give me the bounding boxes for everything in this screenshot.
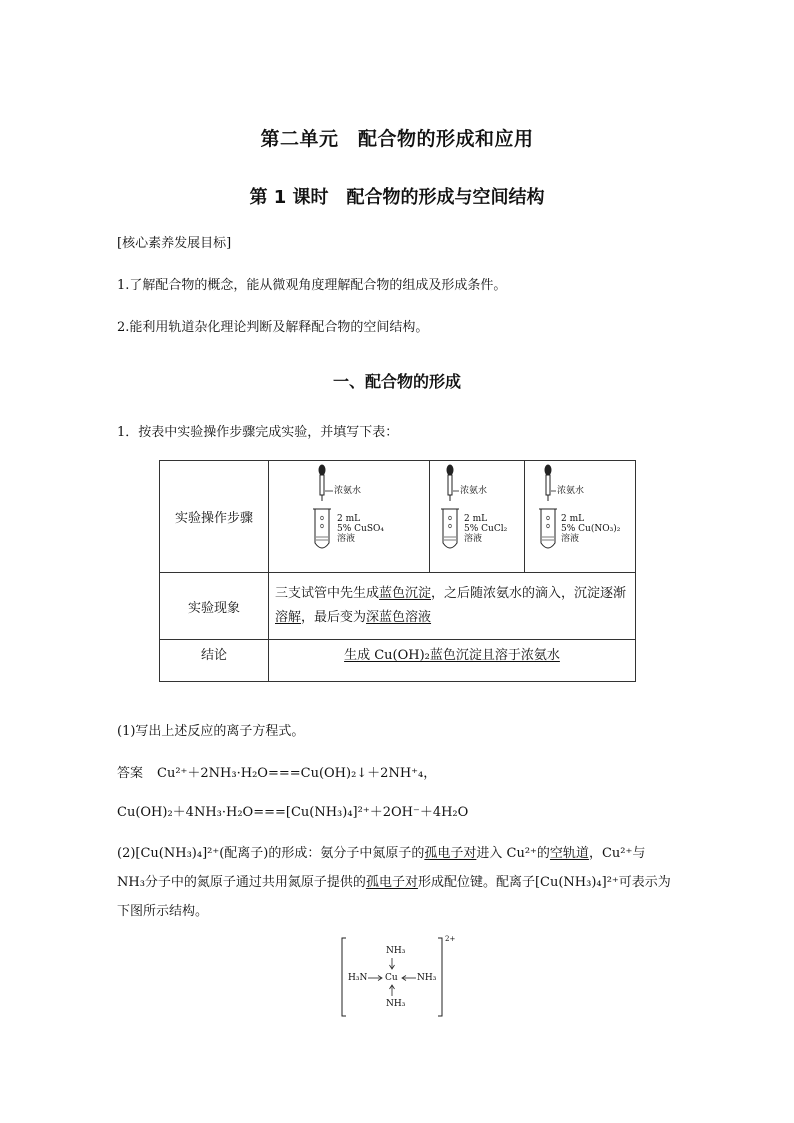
experiment-table <box>159 460 636 682</box>
coordination-structure <box>340 936 460 1020</box>
figure-cell-1 <box>269 461 430 573</box>
reagent-label: 浓氨水 <box>460 486 488 496</box>
ligand-right: NH₃ <box>417 973 437 983</box>
goals-header: [核心素养发展目标] <box>117 236 232 251</box>
central-atom: Cu <box>385 973 398 983</box>
row-label-conclusion: 结论 <box>160 640 269 682</box>
reagent-label: 浓氨水 <box>557 486 585 496</box>
figure-cell-2 <box>430 461 525 573</box>
reagent-label: 浓氨水 <box>334 486 362 496</box>
question-1: (1)写出上述反应的离子方程式。 <box>117 724 305 739</box>
equation-2: Cu(OH)₂＋4NH₃·H₂O===[Cu(NH₃)₄]²⁺＋2OH⁻＋4H₂O <box>117 805 469 820</box>
obs-answer-solution: 深蓝色溶液 <box>366 610 432 625</box>
lesson-title: 第 1 课时 配合物的形成与空间结构 <box>249 187 545 208</box>
answer-line-1 <box>117 762 436 781</box>
answer-label: 答案 <box>117 766 144 781</box>
volume-label: 2 mL <box>464 514 488 524</box>
state-label: 溶液 <box>561 534 580 544</box>
table-row-observation <box>160 573 636 640</box>
goal-1: 1.了解配合物的概念，能从微观角度理解配合物的组成及形成条件。 <box>117 278 507 293</box>
volume-label: 2 mL <box>561 514 585 524</box>
state-label: 溶液 <box>464 534 483 544</box>
q2-text: (2)[Cu(NH₃)₄]²⁺(配离子)的形成：氨分子中氮原子的 <box>117 846 425 861</box>
q2-answer-lone-pair: 孤电子对 <box>424 846 477 861</box>
test-tube-figure <box>525 461 635 572</box>
row-label-observation: 实验现象 <box>160 573 269 640</box>
ligand-left: H₃N <box>348 973 368 983</box>
obs-text: ，之后随浓氨水的滴入，沉淀逐渐 <box>431 586 627 601</box>
obs-answer-precipitate: 蓝色沉淀 <box>379 586 432 601</box>
conclusion-cell <box>269 640 636 682</box>
obs-text: 三支试管中先生成 <box>275 586 380 601</box>
conclusion-text: 生成 Cu(OH)₂蓝色沉淀且溶于浓氨水 <box>344 648 560 663</box>
test-tube-figure <box>269 461 429 572</box>
solution-label: 5% Cu(NO₃)₂ <box>561 524 621 534</box>
q2-answer-lone-pair-2: 孤电子对 <box>365 875 418 890</box>
obs-answer-dissolve: 溶解 <box>275 610 302 625</box>
question-2 <box>117 839 677 926</box>
obs-text: ，最后变为 <box>301 610 367 625</box>
q2-text: 进入 Cu²⁺的 <box>476 846 550 861</box>
figure-cell-3 <box>525 461 636 573</box>
q2-answer-empty-orbital: 空轨道 <box>549 846 589 861</box>
table-row-conclusion <box>160 640 636 682</box>
instruction-text: 1．按表中实验操作步骤完成实验，并填写下表： <box>117 425 399 440</box>
ligand-top: NH₃ <box>386 946 406 956</box>
solution-label: 5% CuCl₂ <box>464 524 508 534</box>
volume-label: 2 mL <box>337 514 361 524</box>
ion-charge: 2+ <box>445 935 456 943</box>
table-row-steps <box>160 461 636 573</box>
goal-2: 2.能利用轨道杂化理论判断及解释配合物的空间结构。 <box>117 320 429 335</box>
observation-text <box>269 573 636 640</box>
test-tube-figure <box>430 461 524 572</box>
q2-text: ，Cu²⁺与 NH₃分子中的氮原子通过共用氮原子提供的 <box>117 846 646 890</box>
q2-text: 形成配位键。配离子[Cu(NH₃)₄]²⁺可表示为下图所示结构。 <box>117 875 671 919</box>
section-heading: 一、配合物的形成 <box>332 372 461 391</box>
state-label: 溶液 <box>337 534 356 544</box>
row-label-steps: 实验操作步骤 <box>160 461 269 573</box>
ligand-bottom: NH₃ <box>386 999 406 1009</box>
solution-label: 5% CuSO₄ <box>337 524 384 534</box>
unit-title: 第二单元 配合物的形成和应用 <box>260 128 534 150</box>
equation-1: Cu²⁺＋2NH₃·H₂O===Cu(OH)₂↓＋2NH⁺₄， <box>157 766 437 781</box>
